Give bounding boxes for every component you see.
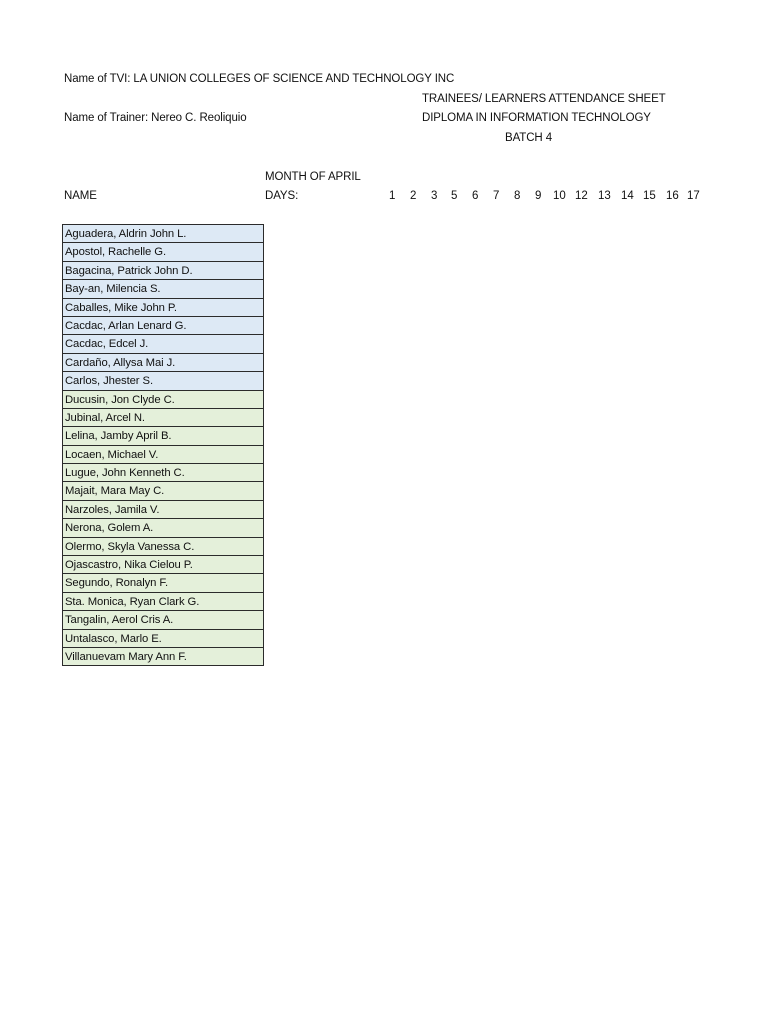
trainee-row: Untalasco, Marlo E. <box>62 630 264 648</box>
trainee-row: Villanuevam Mary Ann F. <box>62 648 264 666</box>
day-number-7: 7 <box>493 190 500 202</box>
day-number-3: 3 <box>431 190 438 202</box>
day-number-14: 14 <box>621 190 634 202</box>
trainee-row: Tangalin, Aerol Cris A. <box>62 611 264 629</box>
day-number-6: 6 <box>472 190 479 202</box>
day-number-5: 5 <box>451 190 458 202</box>
day-number-9: 9 <box>535 190 542 202</box>
day-number-17: 17 <box>687 190 700 202</box>
trainee-row: Narzoles, Jamila V. <box>62 501 264 519</box>
trainee-row: Bagacina, Patrick John D. <box>62 262 264 280</box>
batch-label: BATCH 4 <box>505 132 553 144</box>
day-number-13: 13 <box>598 190 611 202</box>
trainee-row: Olermo, Skyla Vanessa C. <box>62 538 264 556</box>
days-label: DAYS: <box>265 190 299 202</box>
trainee-row: Aguadera, Aldrin John L. <box>62 225 264 243</box>
trainee-row: Locaen, Michael V. <box>62 446 264 464</box>
trainee-row: Apostol, Rachelle G. <box>62 243 264 261</box>
day-number-16: 16 <box>666 190 679 202</box>
trainee-row: Cacdac, Arlan Lenard G. <box>62 317 264 335</box>
day-number-12: 12 <box>575 190 588 202</box>
trainee-row: Segundo, Ronalyn F. <box>62 574 264 592</box>
day-number-10: 10 <box>553 190 566 202</box>
trainee-row: Bay-an, Milencia S. <box>62 280 264 298</box>
day-number-15: 15 <box>643 190 656 202</box>
trainee-row: Cacdac, Edcel J. <box>62 335 264 353</box>
trainee-row: Carlos, Jhester S. <box>62 372 264 390</box>
trainer-name-line: Name of Trainer: Nereo C. Reoliquio <box>64 112 247 124</box>
day-number-8: 8 <box>514 190 521 202</box>
trainee-row: Caballes, Mike John P. <box>62 299 264 317</box>
trainee-row: Jubinal, Arcel N. <box>62 409 264 427</box>
month-label: MONTH OF APRIL <box>265 171 361 183</box>
trainee-row: Cardaño, Allysa Mai J. <box>62 354 264 372</box>
trainee-row: Majait, Mara May C. <box>62 482 264 500</box>
tvi-name-line: Name of TVI: LA UNION COLLEGES OF SCIENCE AND TECHNOLOGY INC <box>64 73 455 85</box>
name-column-header: NAME <box>64 190 97 202</box>
day-number-1: 1 <box>389 190 396 202</box>
program-title: DIPLOMA IN INFORMATION TECHNOLOGY <box>422 112 651 124</box>
trainee-row: Lelina, Jamby April B. <box>62 427 264 445</box>
trainee-row: Ojascastro, Nika Cielou P. <box>62 556 264 574</box>
day-number-2: 2 <box>410 190 417 202</box>
trainee-row: Ducusin, Jon Clyde C. <box>62 391 264 409</box>
trainee-row: Sta. Monica, Ryan Clark G. <box>62 593 264 611</box>
trainee-roster-table <box>62 224 264 666</box>
sheet-title: TRAINEES/ LEARNERS ATTENDANCE SHEET <box>422 93 666 105</box>
trainee-row: Nerona, Golem A. <box>62 519 264 537</box>
day-numbers-row <box>389 189 705 203</box>
trainee-row: Lugue, John Kenneth C. <box>62 464 264 482</box>
